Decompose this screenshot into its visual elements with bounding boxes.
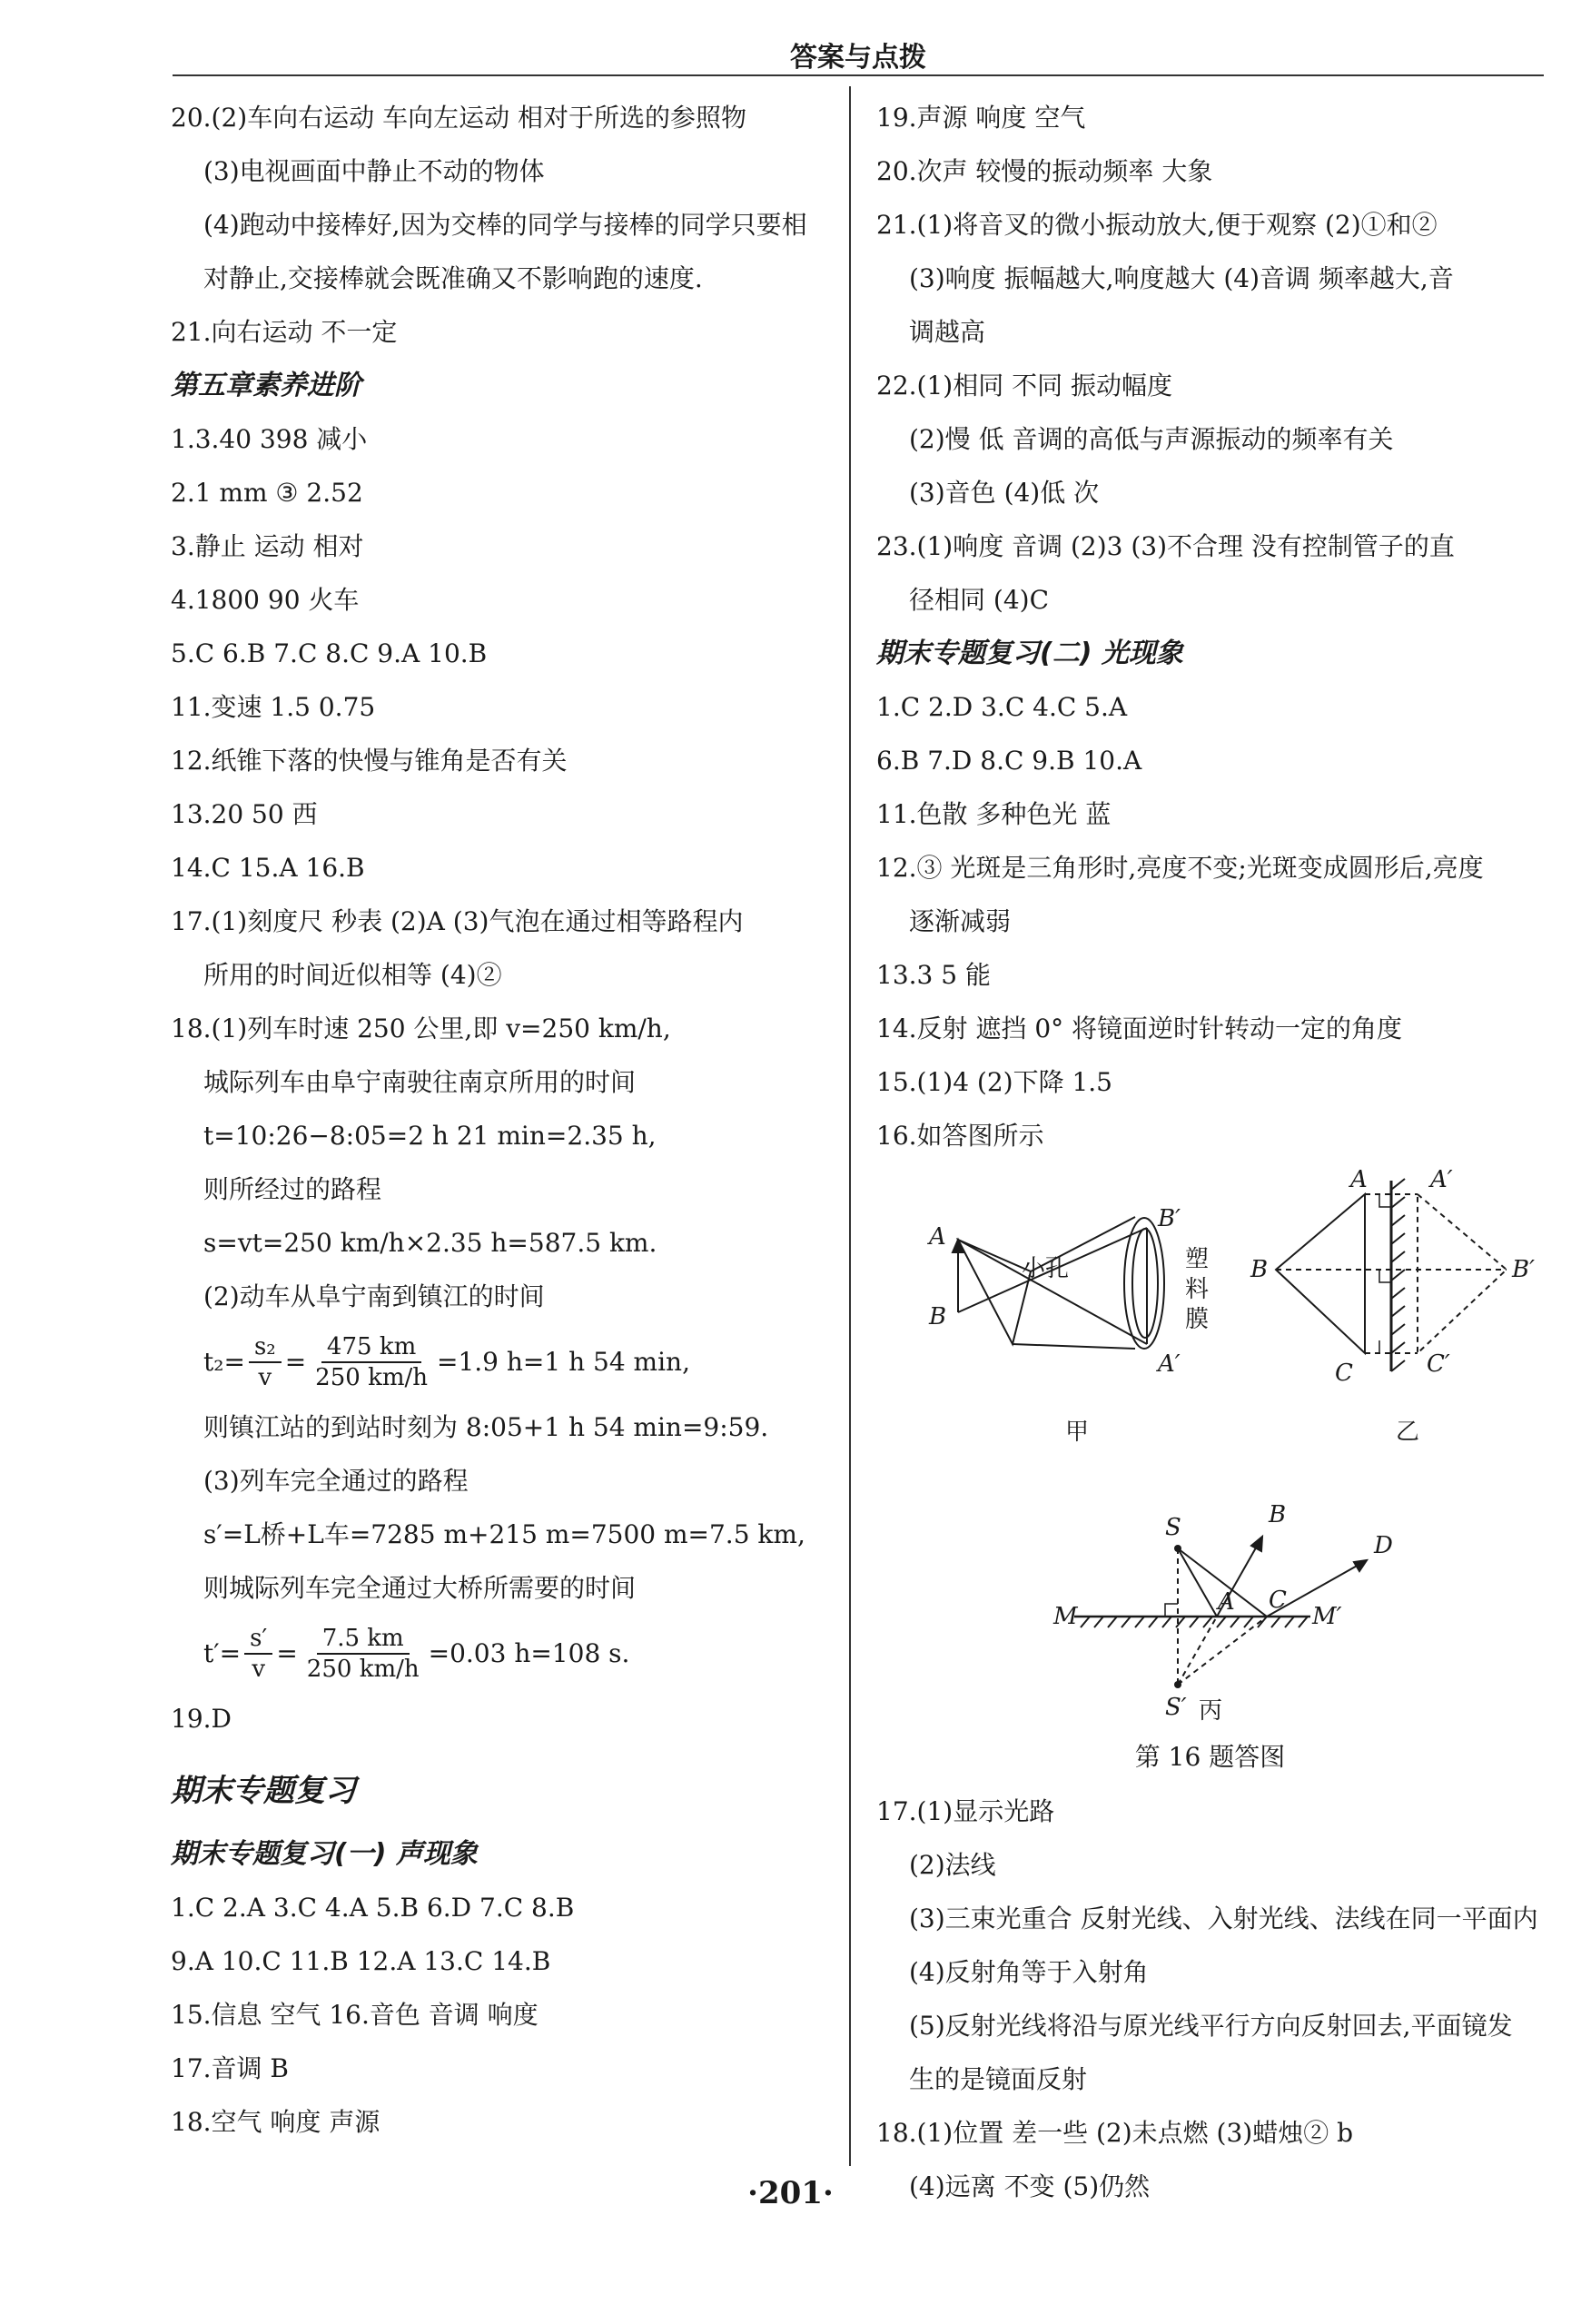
answer-line: 21.(1)将音叉的微小振动放大,便于观察 (2)①和②: [876, 210, 1438, 240]
arrow-d: [1354, 1560, 1367, 1571]
section-heading: 期末专题复习: [171, 1773, 356, 1809]
answer-line: 23.(1)响度 音调 (2)3 (3)不合理 没有控制管子的直: [876, 531, 1455, 561]
yi-label-b: B: [1250, 1256, 1269, 1283]
bing-label-s2: S′: [1165, 1694, 1187, 1721]
answer-line: 1.C 2.A 3.C 4.A 5.B 6.D 7.C 8.B: [171, 1893, 575, 1923]
camera-back: [958, 1240, 1031, 1344]
answer-line: 19.声源 响度 空气: [876, 103, 1086, 133]
column-divider: [849, 86, 851, 2166]
answer-line: 2.1 mm ③ 2.52: [171, 478, 363, 508]
answer-line: 13.20 50 西: [171, 799, 318, 829]
camera-bottom-edge: [1013, 1344, 1135, 1349]
jia-film-2: 料: [1185, 1276, 1210, 1303]
answer-line: 20.(2)车向右运动 车向左运动 相对于所选的参照物: [171, 103, 746, 133]
answer-line: t=10:26−8:05=2 h 21 min=2.35 h,: [203, 1121, 657, 1151]
image-triangle: [1418, 1194, 1507, 1353]
answer-line: (3)音色 (4)低 次: [909, 478, 1100, 508]
answer-line: 城际列车由阜宁南驶往南京所用的时间: [203, 1067, 637, 1097]
yi-label-a2: A′: [1430, 1166, 1453, 1193]
fraction-numerator: 475 km: [321, 1332, 421, 1363]
jia-label-b2: B′: [1158, 1205, 1181, 1232]
answer-line: 则所经过的路程: [203, 1174, 382, 1204]
bing-label-a: A: [1218, 1588, 1235, 1616]
answer-line: 11.变速 1.5 0.75: [171, 692, 376, 722]
answer-line: 20.次声 较慢的振动频率 大象: [876, 156, 1213, 186]
bing-label-c: C: [1269, 1587, 1287, 1614]
answer-line: (5)反射光线将沿与原光线平行方向反射回去,平面镜发: [909, 2011, 1513, 2041]
jia-label-a2: A′: [1158, 1350, 1181, 1378]
figure-yi: [1276, 1179, 1507, 1371]
figure-caption: 第 16 题答图: [1134, 1742, 1286, 1772]
fraction-numerator: 7.5 km: [317, 1624, 410, 1655]
fraction: [249, 1332, 282, 1392]
yi-label-b2: B′: [1512, 1256, 1536, 1283]
answer-line: 11.色散 多种色光 蓝: [876, 799, 1112, 829]
fraction: [310, 1332, 433, 1392]
bing-caption: 丙: [1199, 1697, 1223, 1725]
right-bottom-answers: [876, 1785, 1544, 2213]
fraction-denominator: 250 km/h: [315, 1363, 428, 1391]
answer-line: 16.如答图所示: [876, 1121, 1044, 1151]
answer-line: 15.信息 空气 16.音色 音调 响度: [171, 2000, 539, 2030]
answer-line: (4)反射角等于入射角: [909, 1957, 1149, 1987]
answer-line: 17.(1)刻度尺 秒表 (2)A (3)气泡在通过相等路程内: [171, 906, 744, 936]
fraction-numerator: s′: [244, 1624, 272, 1655]
fraction: [244, 1624, 272, 1684]
formula-equals: =: [284, 1347, 307, 1377]
answer-line: (2)法线: [909, 1850, 996, 1880]
answer-line: 12.③ 光斑是三角形时,亮度不变;光斑变成圆形后,亮度: [876, 853, 1484, 883]
section-heading: 期末专题复习(二) 光现象: [876, 638, 1183, 669]
formula-result: =0.03 h=108 s.: [428, 1638, 630, 1668]
answer-line: 4.1800 90 火车: [171, 585, 360, 615]
fraction-denominator: v: [258, 1363, 272, 1391]
bing-label-m2: M′: [1312, 1603, 1342, 1630]
yi-label-c: C: [1335, 1360, 1353, 1387]
right-top-answers: [876, 91, 1544, 1162]
bing-label-s: S: [1165, 1514, 1181, 1541]
answer-line: (3)列车完全通过的路程: [203, 1466, 469, 1496]
mirror-hatch: [1391, 1179, 1405, 1371]
formula-equals: =: [276, 1638, 298, 1668]
bing-right-angle: [1165, 1604, 1178, 1617]
mirror-mm-hatch: [1081, 1617, 1308, 1627]
fraction-numerator: s₂: [249, 1332, 282, 1363]
formula-line: [171, 1615, 834, 1692]
yi-label-c2: C′: [1427, 1350, 1450, 1378]
formula-lhs: t₂=: [203, 1347, 245, 1377]
right-angle-marks: [1379, 1194, 1391, 1353]
formula-lhs: t′=: [203, 1638, 242, 1668]
header-rule: [173, 74, 1544, 76]
yi-caption: 乙: [1396, 1419, 1420, 1446]
object-triangle: [1276, 1194, 1365, 1353]
answer-line: 5.C 6.B 7.C 8.C 9.A 10.B: [171, 638, 488, 668]
answer-line: 15.(1)4 (2)下降 1.5: [876, 1067, 1112, 1097]
camera-film-inner: [1132, 1229, 1158, 1338]
jia-film-3: 膜: [1185, 1306, 1210, 1333]
answer-line: 21.向右运动 不一定: [171, 317, 398, 347]
answer-line: 22.(1)相同 不同 振动幅度: [876, 371, 1172, 401]
answer-line: s=vt=250 km/h×2.35 h=587.5 km.: [203, 1228, 657, 1258]
formula-line: [171, 1323, 834, 1400]
jia-label-a: A: [929, 1223, 946, 1251]
answer-line: 则镇江站的到站时刻为 8:05+1 h 54 min=9:59.: [203, 1412, 769, 1442]
answer-line: 14.C 15.A 16.B: [171, 853, 365, 883]
answer-line: (2)慢 低 音调的高低与声源振动的频率有关: [909, 424, 1394, 454]
page-header: 答案与点拨: [790, 42, 926, 74]
page-number: ·201·: [747, 2175, 834, 2211]
answer-line: 生的是镜面反射: [909, 2064, 1088, 2094]
answer-line: 18.(1)位置 差一些 (2)未点燃 (3)蜡烛② b: [876, 2118, 1354, 2148]
point-s2: [1174, 1681, 1181, 1688]
answer-line: (3)三束光重合 反射光线、入射光线、法线在同一平面内: [909, 1904, 1538, 1933]
answer-line: (4)远离 不变 (5)仍然: [909, 2171, 1151, 2201]
answer-line: 17.音调 B: [171, 2053, 290, 2083]
left-column: [171, 91, 834, 2149]
answer-line: (3)响度 振幅越大,响度越大 (4)音调 频率越大,音: [909, 263, 1454, 293]
virtual-a: [1178, 1617, 1217, 1685]
bing-label-b: B: [1269, 1501, 1287, 1528]
bing-label-m: M: [1053, 1603, 1078, 1630]
fraction: [301, 1624, 425, 1684]
section-heading: 第五章素养进阶: [171, 370, 361, 401]
jia-label-hole: 小孔: [1022, 1255, 1070, 1282]
answer-line: 径相同 (4)C: [909, 585, 1049, 615]
ray-sa: [1178, 1548, 1217, 1617]
answer-line: 则城际列车完全通过大桥所需要的时间: [203, 1573, 637, 1603]
fraction-denominator: v: [252, 1655, 266, 1683]
figure-16-diagram: [876, 1162, 1544, 1730]
answer-line: s′=L桥+L车=7285 m+215 m=7500 m=7.5 km,: [203, 1519, 805, 1549]
answer-line: (3)电视画面中静止不动的物体: [203, 156, 545, 186]
point-s: [1174, 1545, 1181, 1552]
answer-line: 9.A 10.C 11.B 12.A 13.C 14.B: [171, 1946, 551, 1976]
answer-line: 13.3 5 能: [876, 960, 991, 990]
arrow-b: [1251, 1537, 1262, 1551]
answer-line: 对静止,交接棒就会既准确又不影响跑的速度.: [203, 263, 703, 293]
answer-line: 18.空气 响度 声源: [171, 2107, 380, 2137]
answer-line: 1.C 2.D 3.C 4.C 5.A: [876, 692, 1128, 722]
answer-line: 所用的时间近似相等 (4)②: [203, 960, 502, 990]
answer-line: 3.静止 运动 相对: [171, 531, 364, 561]
bing-label-d: D: [1374, 1532, 1393, 1559]
jia-caption: 甲: [1065, 1419, 1090, 1446]
answer-line: 12.纸锥下落的快慢与锥角是否有关: [171, 746, 568, 776]
answer-line: 19.D: [171, 1704, 232, 1734]
answer-line: (4)跑动中接棒好,因为交棒的同学与接棒的同学只要相: [203, 210, 807, 240]
answer-line: 18.(1)列车时速 250 公里,即 v=250 km/h,: [171, 1014, 671, 1043]
fraction-denominator: 250 km/h: [306, 1655, 420, 1683]
figure-jia: [953, 1217, 1164, 1349]
jia-film-1: 塑: [1185, 1246, 1210, 1273]
answer-line: 17.(1)显示光路: [876, 1796, 1055, 1826]
answer-line: (2)动车从阜宁南到镇江的时间: [203, 1281, 545, 1311]
answer-line: 逐渐减弱: [909, 906, 1012, 936]
jia-label-b: B: [929, 1303, 947, 1330]
answer-line: 6.B 7.D 8.C 9.B 10.A: [876, 746, 1142, 776]
figure-16: [876, 1162, 1544, 1730]
answer-line: 14.反射 遮挡 0° 将镜面逆时针转动一定的角度: [876, 1014, 1403, 1043]
answer-line: 1.3.40 398 减小: [171, 424, 368, 454]
yi-label-a: A: [1350, 1166, 1368, 1193]
formula-result: =1.9 h=1 h 54 min,: [436, 1347, 690, 1377]
section-heading: 期末专题复习(一) 声现象: [171, 1838, 478, 1870]
right-column: [876, 91, 1544, 2213]
answer-line: 调越高: [909, 317, 986, 347]
